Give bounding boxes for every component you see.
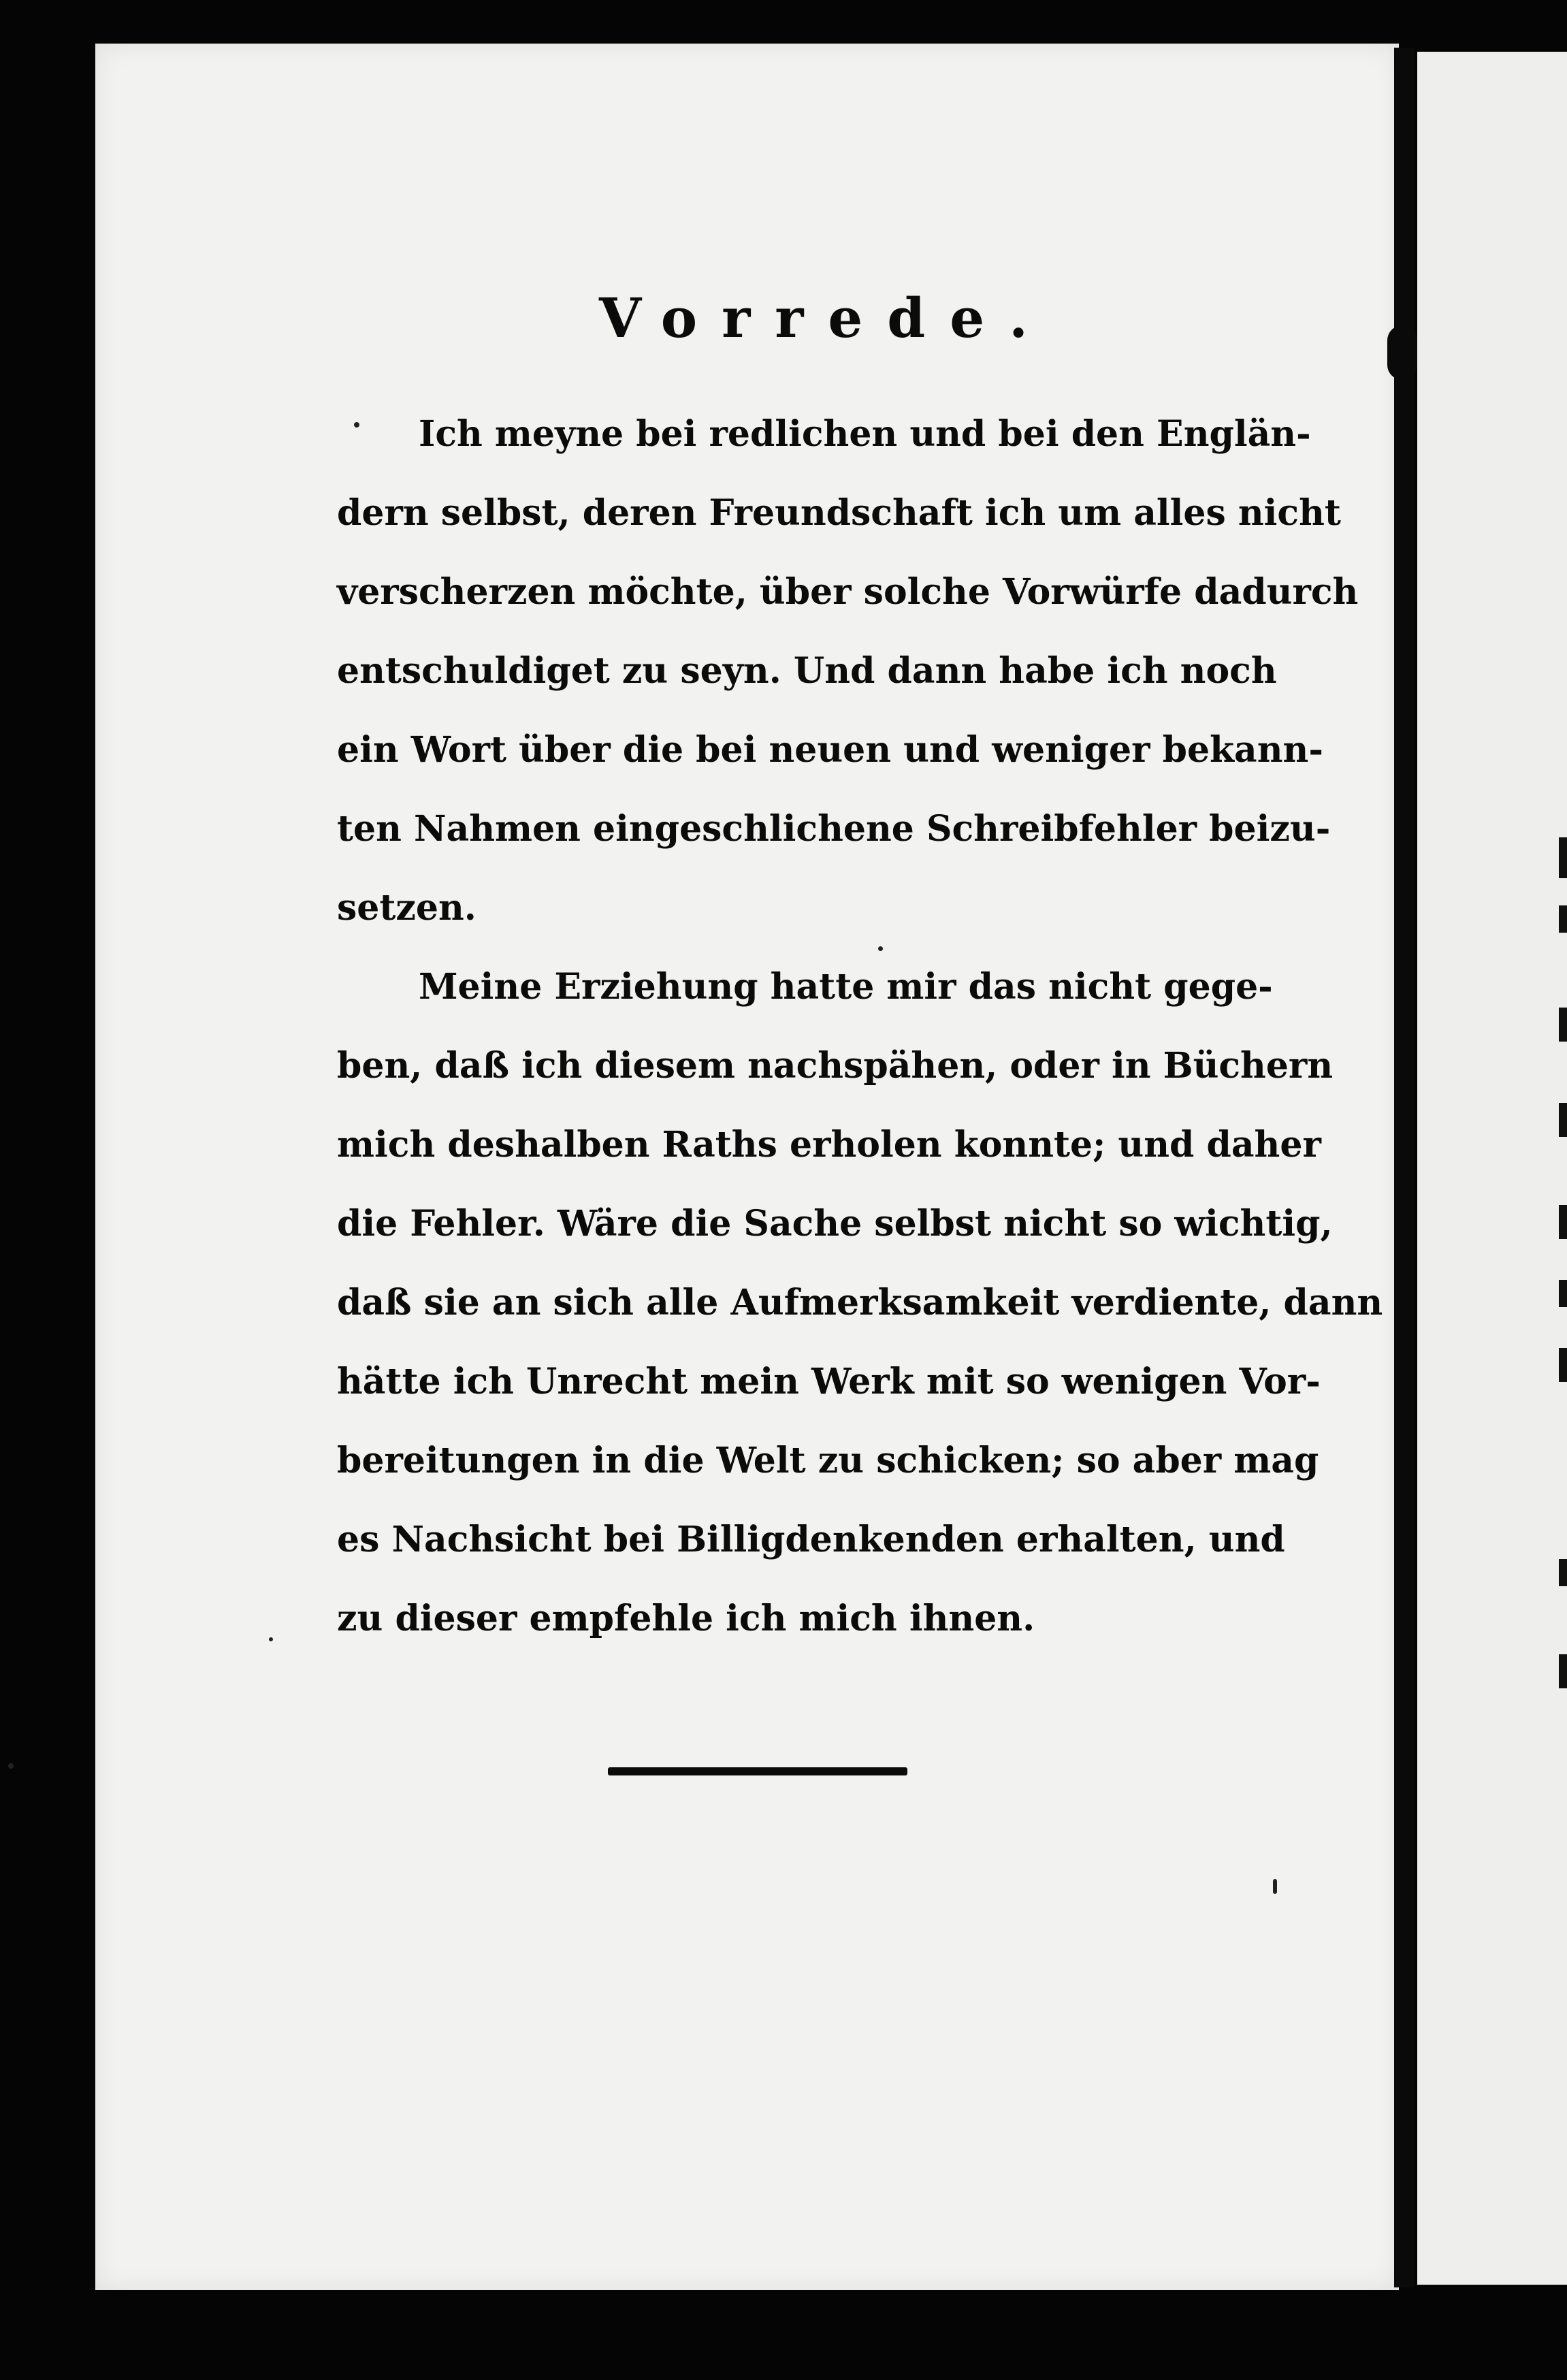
- adjacent-page-text-fragment: [1559, 837, 1567, 878]
- text-line: bereitungen in die Welt zu schicken; so aber mag: [337, 1440, 1319, 1481]
- adjacent-page-text-fragment: [1559, 905, 1567, 933]
- text-line: setzen.: [337, 887, 476, 929]
- paper-speck: [269, 1637, 273, 1641]
- adjacent-page-text-fragment: [1559, 1348, 1567, 1382]
- adjacent-page-text-fragment: [1559, 1654, 1567, 1688]
- text-line: Meine Erziehung hatte mir das nicht gege-: [419, 966, 1273, 1008]
- adjacent-page-text-fragment: [1559, 1008, 1567, 1042]
- paper-speck: [1273, 1879, 1277, 1894]
- text-line: daß sie an sich alle Aufmerksamkeit verdiente, dann: [337, 1282, 1383, 1323]
- text-line: ten Nahmen eingeschlichene Schreibfehler beizu-: [337, 808, 1331, 850]
- binding-clip: [1387, 325, 1417, 380]
- adjacent-page-edge: [1417, 52, 1567, 2285]
- page-gutter: [1394, 48, 1415, 2287]
- text-line: Ich meyne bei redlichen und bei den Englän-: [419, 413, 1311, 455]
- page-title: Vorrede.: [599, 286, 1052, 350]
- paper-speck: [878, 946, 883, 951]
- section-divider-rule: [608, 1767, 907, 1775]
- text-line: ben, daß ich diesem nachspähen, oder in Büchern: [337, 1045, 1334, 1087]
- text-line: die Fehler. Wäre die Sache selbst nicht so wichtig,: [337, 1203, 1333, 1244]
- paper-speck: [354, 422, 359, 428]
- text-line: zu dieser empfehle ich mich ihnen.: [337, 1598, 1035, 1639]
- text-line: mich deshalben Raths erholen konnte; und daher: [337, 1124, 1321, 1165]
- text-line: ein Wort über die bei neuen und weniger bekann-: [337, 729, 1323, 771]
- text-line: entschuldiget zu seyn. Und dann habe ich noch: [337, 650, 1277, 692]
- adjacent-page-text-fragment: [1559, 1103, 1567, 1137]
- adjacent-page-text-fragment: [1559, 1280, 1567, 1307]
- text-line: dern selbst, deren Freundschaft ich um alles nicht: [337, 492, 1341, 534]
- paper-speck: [8, 1763, 14, 1769]
- text-line: hätte ich Unrecht mein Werk mit so wenigen Vor-: [337, 1361, 1321, 1402]
- text-line: es Nachsicht bei Billigdenkenden erhalten, und: [337, 1519, 1285, 1560]
- adjacent-page-text-fragment: [1559, 1559, 1567, 1586]
- adjacent-page-text-fragment: [1559, 1205, 1567, 1239]
- text-line: verscherzen möchte, über solche Vorwürfe dadurch: [337, 571, 1359, 613]
- body-text: [337, 395, 1383, 1658]
